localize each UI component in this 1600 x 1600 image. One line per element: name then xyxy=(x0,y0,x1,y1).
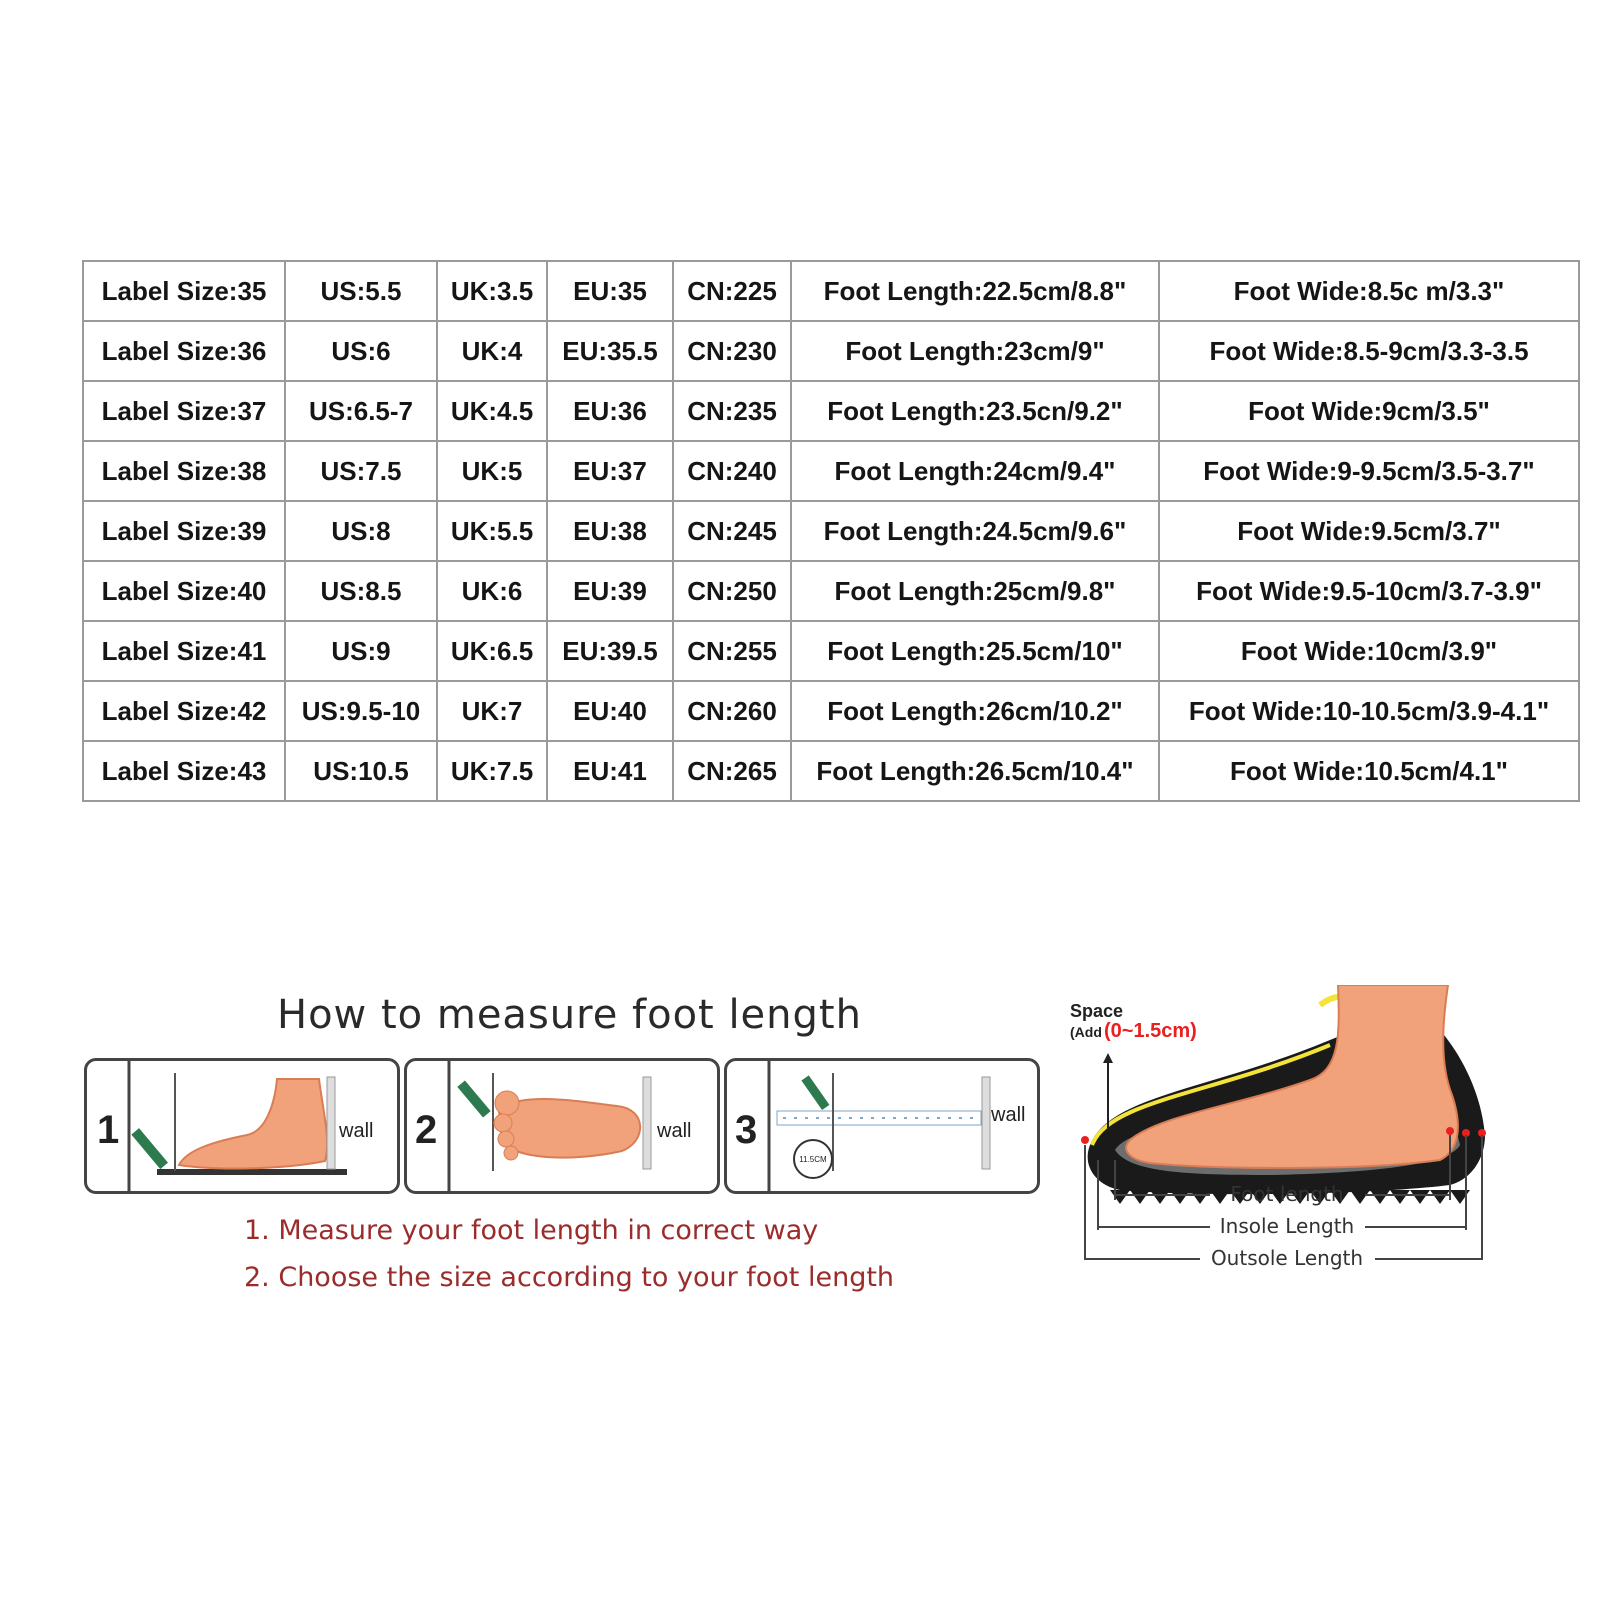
pencil-icon xyxy=(457,1080,490,1117)
insole-length-label: Insole Length xyxy=(1219,1214,1355,1238)
measure-guide-title: How to measure foot length xyxy=(277,992,862,1038)
table-cell: Label Size:41 xyxy=(83,621,285,681)
table-cell: CN:255 xyxy=(673,621,791,681)
svg-text:11.5CM: 11.5CM xyxy=(799,1155,827,1164)
table-cell: Foot Length:25.5cm/10" xyxy=(791,621,1159,681)
table-cell: EU:41 xyxy=(547,741,673,801)
table-cell: Foot Length:22.5cm/8.8" xyxy=(791,261,1159,321)
table-cell: US:9.5-10 xyxy=(285,681,437,741)
foot-side-icon xyxy=(179,1079,327,1168)
step-number-2: 2 xyxy=(415,1108,438,1152)
table-row xyxy=(83,741,1579,801)
measure-step-2 xyxy=(404,1058,720,1194)
table-cell: Foot Length:25cm/9.8" xyxy=(791,561,1159,621)
table-row xyxy=(83,561,1579,621)
table-cell: CN:235 xyxy=(673,381,791,441)
table-cell: UK:7 xyxy=(437,681,547,741)
space-add-prefix: (Add xyxy=(1070,1024,1102,1040)
table-cell: Foot Wide:9.5cm/3.7" xyxy=(1159,501,1579,561)
table-cell: US:8.5 xyxy=(285,561,437,621)
table-cell: UK:7.5 xyxy=(437,741,547,801)
table-cell: Foot Wide:9-9.5cm/3.5-3.7" xyxy=(1159,441,1579,501)
space-add-value: (0~1.5cm) xyxy=(1104,1020,1197,1042)
table-cell: US:8 xyxy=(285,501,437,561)
marker-dot xyxy=(1446,1127,1454,1135)
table-cell: CN:240 xyxy=(673,441,791,501)
table-row xyxy=(83,321,1579,381)
table-cell: US:5.5 xyxy=(285,261,437,321)
table-cell: Label Size:37 xyxy=(83,381,285,441)
table-cell: Label Size:39 xyxy=(83,501,285,561)
table-cell: Foot Wide:9.5-10cm/3.7-3.9" xyxy=(1159,561,1579,621)
wall-label: wall xyxy=(657,1120,692,1142)
outsole-length-label: Outsole Length xyxy=(1210,1246,1364,1270)
table-cell: UK:5.5 xyxy=(437,501,547,561)
table-row xyxy=(83,621,1579,681)
measure-step-1 xyxy=(84,1058,400,1194)
pencil-icon xyxy=(131,1128,168,1169)
table-cell: Foot Wide:10.5cm/4.1" xyxy=(1159,741,1579,801)
table-cell: CN:230 xyxy=(673,321,791,381)
table-cell: UK:6 xyxy=(437,561,547,621)
table-row xyxy=(83,261,1579,321)
wall-label: wall xyxy=(991,1104,1026,1126)
table-cell: Foot Length:24cm/9.4" xyxy=(791,441,1159,501)
table-cell: Label Size:36 xyxy=(83,321,285,381)
table-cell: US:7.5 xyxy=(285,441,437,501)
table-row xyxy=(83,681,1579,741)
table-cell: CN:265 xyxy=(673,741,791,801)
marker-dot xyxy=(1081,1136,1089,1144)
table-cell: UK:6.5 xyxy=(437,621,547,681)
space-label: Space xyxy=(1070,1001,1124,1021)
table-cell: EU:40 xyxy=(547,681,673,741)
table-cell: US:6 xyxy=(285,321,437,381)
table-cell: US:9 xyxy=(285,621,437,681)
table-cell: Foot Length:26cm/10.2" xyxy=(791,681,1159,741)
size-chart-table xyxy=(82,260,1580,802)
table-row xyxy=(83,501,1579,561)
shoe-length-diagram xyxy=(1070,985,1540,1305)
table-cell: Label Size:43 xyxy=(83,741,285,801)
table-cell: EU:38 xyxy=(547,501,673,561)
floor-line xyxy=(157,1169,347,1175)
table-cell: UK:3.5 xyxy=(437,261,547,321)
table-cell: EU:35.5 xyxy=(547,321,673,381)
table-cell: Foot Wide:10-10.5cm/3.9-4.1" xyxy=(1159,681,1579,741)
wall-label: wall xyxy=(339,1120,374,1142)
table-cell: EU:39 xyxy=(547,561,673,621)
instruction-2: 2. Choose the size according to your foot length xyxy=(244,1262,895,1293)
table-cell: Foot Length:23.5cn/9.2" xyxy=(791,381,1159,441)
foot-top-icon xyxy=(499,1099,640,1158)
step-number-1: 1 xyxy=(97,1108,120,1152)
table-cell: EU:37 xyxy=(547,441,673,501)
table-cell: Foot Wide:10cm/3.9" xyxy=(1159,621,1579,681)
table-row xyxy=(83,441,1579,501)
table-cell: UK:4 xyxy=(437,321,547,381)
table-row xyxy=(83,381,1579,441)
arrow-up-icon xyxy=(1103,1053,1113,1063)
step-number-3: 3 xyxy=(735,1108,758,1152)
table-cell: CN:250 xyxy=(673,561,791,621)
table-cell: UK:5 xyxy=(437,441,547,501)
measure-step-3 xyxy=(724,1058,1040,1194)
table-cell: Label Size:35 xyxy=(83,261,285,321)
table-cell: Foot Length:24.5cm/9.6" xyxy=(791,501,1159,561)
table-cell: EU:39.5 xyxy=(547,621,673,681)
table-cell: Label Size:40 xyxy=(83,561,285,621)
table-cell: CN:260 xyxy=(673,681,791,741)
table-cell: US:6.5-7 xyxy=(285,381,437,441)
foot-length-label: Foot length xyxy=(1230,1182,1344,1206)
table-cell: US:10.5 xyxy=(285,741,437,801)
table-cell: EU:35 xyxy=(547,261,673,321)
table-cell: Foot Length:26.5cm/10.4" xyxy=(791,741,1159,801)
table-cell: Foot Wide:9cm/3.5" xyxy=(1159,381,1579,441)
table-cell: UK:4.5 xyxy=(437,381,547,441)
instruction-1: 1. Measure your foot length in correct way xyxy=(244,1215,819,1246)
table-cell: Foot Length:23cm/9" xyxy=(791,321,1159,381)
table-cell: Foot Wide:8.5c m/3.3" xyxy=(1159,261,1579,321)
pencil-icon xyxy=(801,1075,829,1110)
table-cell: Label Size:42 xyxy=(83,681,285,741)
table-cell: Label Size:38 xyxy=(83,441,285,501)
table-cell: CN:245 xyxy=(673,501,791,561)
table-cell: CN:225 xyxy=(673,261,791,321)
table-cell: EU:36 xyxy=(547,381,673,441)
table-cell: Foot Wide:8.5-9cm/3.3-3.5 xyxy=(1159,321,1579,381)
